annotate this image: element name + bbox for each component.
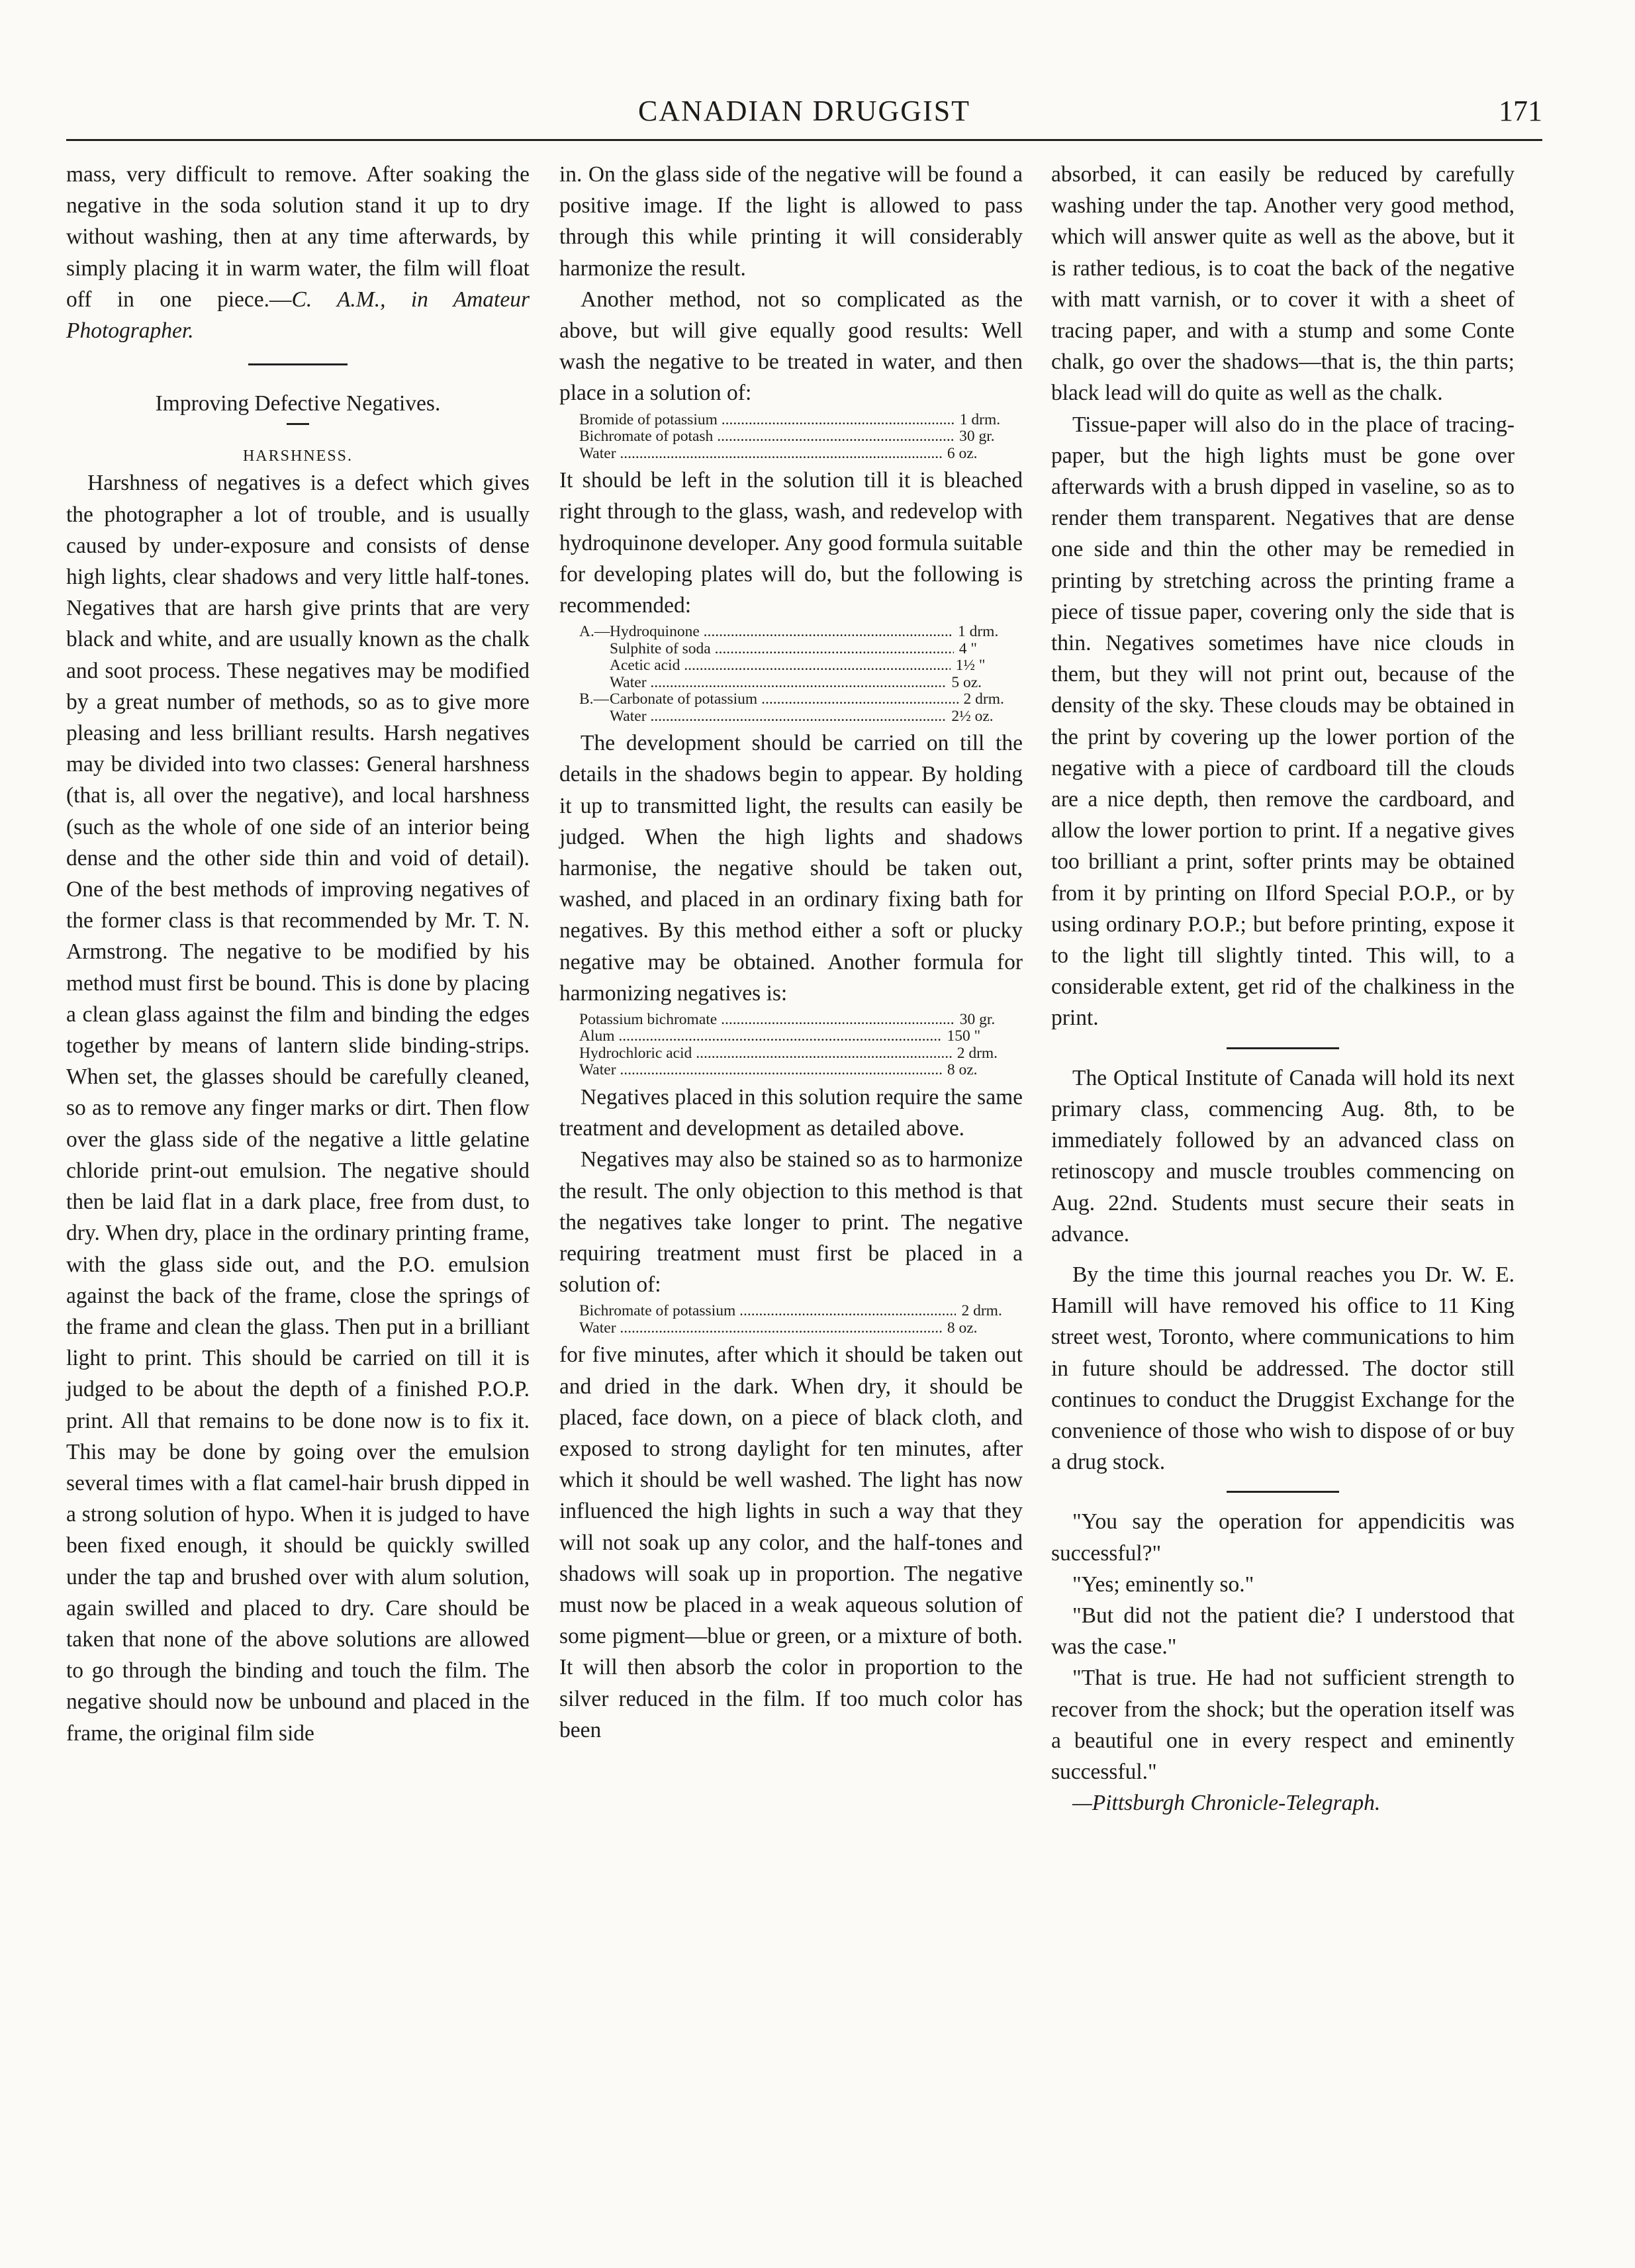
paragraph: for five minutes, after which it should be taken out and dried in the dark. When dry, it should be placed, face down, on a piece of black cloth, and exposed to strong daylight for ten minutes, after which it should be well washed. The light has now influenced the high lights in such a way that they will not soak up any color, and the half-tones and shadows will soak up in proportion. The negative must now be placed in a weak aqueous solution of some pigment—blue or green, or a mixture of both. It will then absorb the color in proportion to the silver reduced in the film. If too much color has been: [559, 1343, 1023, 1742]
formula-row: Water ..... 6 oz.: [579, 446, 1016, 463]
formula-list: [579, 1012, 1016, 1079]
column-1: [66, 159, 530, 1749]
paragraph: The development should be carried on till the details in the shadows begin to appear. By holding it up to transmitted light, the results can easily be judged. When the high lights and shadows harmonise, the negative should be taken out, washed, and placed in an ordinary fixing bath for negatives. By this method either a soft or plucky negative may be obtained. Another formula for harmonizing negatives is:: [559, 731, 1023, 1006]
paragraph: It should be left in the solution till it is bleached right through to the glass, wash, and redevelop with hydroquinone developer. Any good formula suitable for developing plates will do, but the following is recommended:: [559, 468, 1023, 618]
formula-row: Hydrochloric acid ..... 2 drm.: [579, 1045, 1016, 1063]
formula-row: Acetic acid ..... 1½ ": [579, 657, 1016, 675]
article-credit: C. A.M., in Amateur Photographer.: [66, 287, 530, 344]
paragraph: absorbed, it can easily be reduced by carefully washing under the tap. Another very good method, which will answer quite as well as the above, but it is rather tedious, is to coat the back of the negative with matt varnish, or to cover it with a sheet of tracing paper, and with a stump and some Conte chalk, go over the shadows—that is, the thin parts; black lead will do quite as well as the chalk.: [1051, 162, 1515, 406]
paragraph: Negatives placed in this solution require the same treatment and development as detailed above.: [559, 1084, 1023, 1141]
formula-row: Bromide of potassium ..... 1 drm.: [579, 412, 1016, 429]
formula-row: Bichromate of potash ..... 30 gr.: [579, 428, 1016, 446]
paragraph: The Optical Institute of Canada will hold its next primary class, commencing Aug. 8th, to be immediately followed by an advanced class on retinoscopy and muscle troubles commencing on Aug. 22nd. Students must secure their seats in advance.: [1051, 1065, 1515, 1247]
page-number: 171: [1499, 95, 1542, 127]
dialogue-line: "But did not the patient die? I understood that was the case.": [1051, 1603, 1515, 1660]
dialogue-line: "That is true. He had not sufficient strength to recover from the shock; but the operation itself was a beautiful one in every respect and eminently successful.": [1051, 1666, 1515, 1784]
paragraph: Harshness of negatives is a defect which gives the photographer a lot of trouble, and is usually caused by under-exposure and consists of dense high lights, clear shadows and very little half-tones. Negatives that are harsh give prints that are very black and white, and are usually known as the chalk and soot process. These negatives may be modified by a great number of methods, so as to give more pleasing and less brilliant results. Harsh negatives may be divided into two classes: General harshness (that is, all over the negative), and local harshness (such as the whole of one side of an interior being dense and the other side thin and void of detail). One of the best methods of improving negatives of the former class is that recommended by Mr. T. N. Armstrong. The negative to be modified by his method must first be bound. This is done by placing a clean glass against the film and binding the edges together by means of lantern slide binding-strips. When set, the glasses should be carefully cleaned, so as to remove any finger marks or dirt. Then flow over the glass side of the negative a little gelatine chloride print-out emulsion. The negative should then be laid flat in a dark place, free from dust, to dry. When dry, place in the ordinary printing frame, with the glass side out, and the P.O. emulsion against the back of the frame, close the springs of the frame and clean the glass. Then put in a brilliant light to print. This should be carried on till it is judged to be about the depth of a finished P.O.P. print. All that remains to be done now is to fix it. This may be done by going over the emulsion several times with a flat camel-hair brush dipped in a strong solution of hypo. When it is judged to have been fixed enough, it should be quickly swilled under the tap and brushed over with alum solution, again swilled and placed to dry. Care should be taken that none of the above solutions are allowed to go through the binding and touch the film. The negative should now be unbound and placed in the frame, the original film side: [66, 471, 530, 1746]
formula-row: Water ..... 8 oz.: [579, 1062, 1016, 1079]
paragraph: By the time this journal reaches you Dr. W. E. Hamill will have removed his office to 11 King street west, Toronto, where communications to him in future should be addressed. The doctor still continues to conduct the Druggist Exchange for the convenience of those who wish to dispose of or buy a drug stock.: [1051, 1262, 1515, 1475]
paragraph: Tissue-paper will also do in the place of tracing-paper, but the high lights must be gone over afterwards with a brush dipped in vaseline, so as to render them transparent. Negatives that are dense one side and thin the other may be remedied in printing by stretching across the printing frame a piece of tissue paper, covering only the side that is thin. Negatives sometimes have nice clouds in them, but they will not print out, because of the density of the sky. These clouds may be obtained in the print by covering up the lower portion of the negative with a piece of cardboard till the clouds are a nice depth, then remove the cardboard, and allow the lower portion to print. If a negative gives too brilliant a print, softer prints may be obtained from it by printing on Ilford Special P.O.P., or by using ordinary P.O.P.; but before printing, expose it to the light till slightly tinted. This will, to a considerable extent, get rid of the chalkiness in the print.: [1051, 412, 1515, 1031]
section-divider: [1227, 1047, 1339, 1049]
formula-row: Alum ..... 150 ": [579, 1028, 1016, 1045]
dialogue-line: "You say the operation for appendicitis was successful?": [1051, 1509, 1515, 1566]
formula-row: A.—Hydroquinone ..... 1 drm.: [579, 624, 1016, 641]
journal-title: CANADIAN DRUGGIST: [637, 95, 971, 127]
paragraph: Negatives may also be stained so as to harmonize the result. The only objection to this method is that the negatives take longer to print. The negative requiring treatment must first be placed in a solution of:: [559, 1147, 1023, 1298]
article-title: Improving Defective Negatives.: [155, 391, 441, 416]
section-divider: [1227, 1491, 1339, 1493]
formula-row: Water ..... 2½ oz.: [579, 708, 1016, 726]
paragraph: Another method, not so complicated as the above, but will give equally good results: Well wash the negative to be treated in water, and then place in a solution of:: [559, 287, 1023, 406]
column-3: [1051, 159, 1515, 1819]
title-dash: [287, 423, 309, 425]
formula-row: Water ..... 8 oz.: [579, 1320, 1016, 1337]
formula-list: [579, 1303, 1016, 1337]
formula-list: [579, 412, 1016, 463]
dialogue-line: "Yes; eminently so.": [1072, 1572, 1254, 1597]
formula-row: Potassium bichromate ..... 30 gr.: [579, 1012, 1016, 1029]
formula-list: [579, 624, 1016, 725]
paragraph-text: mass, very difficult to remove. After soaking the negative in the soda solution stand it up to dry without washing, then at any time afterwards, by simply placing it in warm water, the film will float off in one piece.—: [66, 162, 530, 312]
formula-row: Bichromate of potassium ..... 2 drm.: [579, 1303, 1016, 1320]
formula-row: Sulphite of soda ..... 4 ": [579, 641, 1016, 658]
formula-row: Water ..... 5 oz.: [579, 675, 1016, 692]
formula-row: B.—Carbonate of potassium ..... 2 drm.: [579, 691, 1016, 708]
paragraph: in. On the glass side of the negative will be found a positive image. If the light is allowed to pass through this while printing it will considerably harmonize the result.: [559, 162, 1023, 281]
paragraph: [66, 159, 530, 346]
page-header: [66, 93, 1542, 141]
anecdote: [1051, 1506, 1515, 1819]
anecdote-credit: —Pittsburgh Chronicle-Telegraph.: [1072, 1791, 1381, 1816]
subheading: HARSHNESS.: [242, 448, 353, 465]
column-2: [559, 159, 1023, 1746]
section-divider: [248, 363, 348, 365]
